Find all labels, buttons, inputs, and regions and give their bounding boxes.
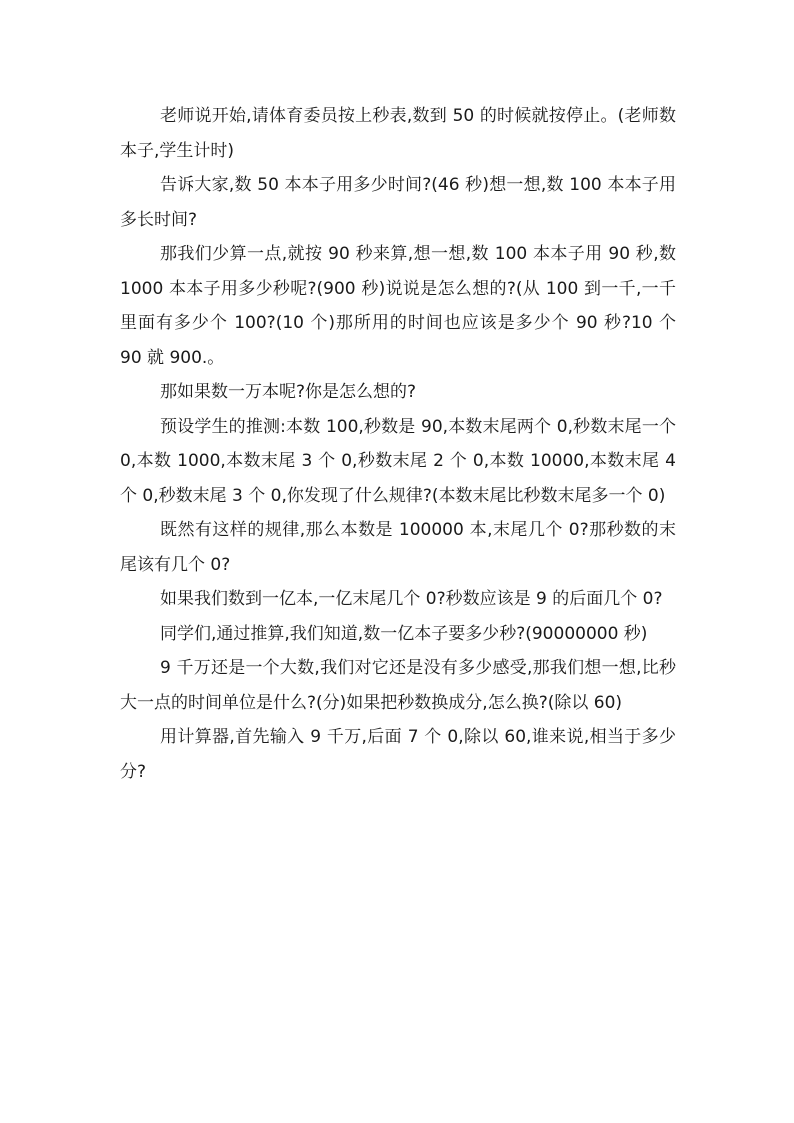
- paragraph: 9 千万还是一个大数,我们对它还是没有多少感受,那我们想一想,比秒大一点的时间单位是什么?(分)如果把秒数换成分,怎么换?(除以 60): [120, 658, 676, 713]
- document-body: [120, 99, 682, 789]
- paragraph: 同学们,通过推算,我们知道,数一亿本子要多少秒?(90000000 秒): [160, 623, 648, 644]
- paragraph: 如果我们数到一亿本,一亿末尾几个 0?秒数应该是 9 的后面几个 0?: [160, 589, 663, 609]
- paragraph: 用计算器,首先输入 9 千万,后面 7 个 0,除以 60,谁来说,相当于多少分?: [120, 727, 676, 782]
- paragraph: 老师说开始,请体育委员按上秒表,数到 50 的时候就按停止。(老师数本子,学生计时): [120, 106, 676, 161]
- paragraph: 那我们少算一点,就按 90 秒来算,想一想,数 100 本本子用 90 秒,数 1000 本本子用多少秒呢?(900 秒)说说是怎么想的?(从 100 到一千,一千里面有多少个 100?(10 个)那所用的时间也应该是多少个 90 秒?10 个 90 就 900.。: [120, 244, 682, 368]
- paragraph: 既然有这样的规律,那么本数是 100000 本,末尾几个 0?那秒数的末尾该有几个 0?: [120, 520, 676, 575]
- paragraph: 告诉大家,数 50 本本子用多少时间?(46 秒)想一想,数 100 本本子用多长时间?: [120, 175, 676, 230]
- paragraph: 预设学生的推测:本数 100,秒数是 90,本数末尾两个 0,秒数末尾一个 0,本数 1000,本数末尾 3 个 0,秒数末尾 2 个 0,本数 10000,本数末尾 4 个 0,秒数末尾 3 个 0,你发现了什么规律?(本数末尾比秒数末尾多一个 0): [120, 416, 682, 506]
- paragraph: 那如果数一万本呢?你是怎么想的?: [160, 382, 417, 402]
